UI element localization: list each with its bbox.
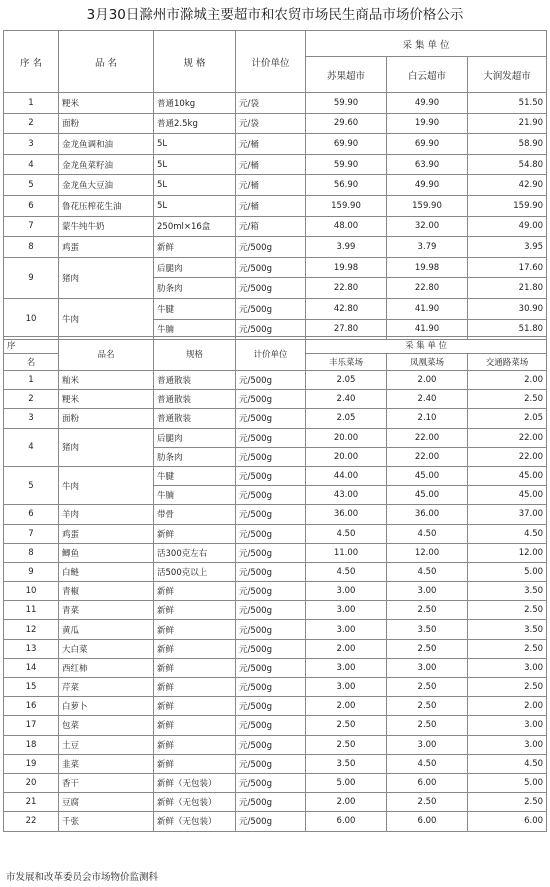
row-price: 2.50 xyxy=(387,601,468,620)
row-price: 37.00 xyxy=(468,505,547,524)
row-price: 3.50 xyxy=(306,754,387,773)
row-price: 3.00 xyxy=(468,716,547,735)
row-unit: 元/500g xyxy=(236,466,306,485)
row-spec: 带骨 xyxy=(154,505,236,524)
row-unit: 元/500g xyxy=(236,319,306,340)
row-price: 2.00 xyxy=(387,371,468,390)
row-price: 22.00 xyxy=(468,447,547,466)
row-price: 54.80 xyxy=(468,154,547,175)
table-row xyxy=(4,639,547,658)
row-price: 3.50 xyxy=(468,620,547,639)
row-price: 21.90 xyxy=(468,113,547,134)
col-header-name: 品名 xyxy=(59,337,154,371)
row-price: 12.00 xyxy=(387,543,468,562)
row-seq: 17 xyxy=(4,716,59,735)
row-product-name: 粳米 xyxy=(59,390,154,409)
row-price: 3.50 xyxy=(387,620,468,639)
row-price: 4.50 xyxy=(306,562,387,581)
row-price: 19.90 xyxy=(387,113,468,134)
row-unit: 元/桶 xyxy=(236,175,306,196)
row-price: 36.00 xyxy=(387,505,468,524)
row-price: 3.00 xyxy=(387,735,468,754)
row-price: 44.00 xyxy=(306,466,387,485)
row-product-name: 鸡蛋 xyxy=(59,237,154,258)
supermarket-price-table xyxy=(3,30,547,340)
table-row xyxy=(4,793,547,812)
row-unit: 元/500g xyxy=(236,486,306,505)
row-spec: 新鲜 xyxy=(154,754,236,773)
footer-source: 市发展和改革委员会市场物价监测科 xyxy=(6,872,159,883)
row-product-name: 白萝卜 xyxy=(59,697,154,716)
row-seq: 18 xyxy=(4,735,59,754)
row-unit: 元/500g xyxy=(236,524,306,543)
row-unit: 元/500g xyxy=(236,601,306,620)
row-unit: 元/桶 xyxy=(236,134,306,155)
row-price: 27.80 xyxy=(306,319,387,340)
table-row xyxy=(4,543,547,562)
row-unit: 元/500g xyxy=(236,582,306,601)
row-unit: 元/500g xyxy=(236,658,306,677)
row-spec: 普通散装 xyxy=(154,371,236,390)
row-price: 4.50 xyxy=(468,524,547,543)
col-header-spec: 规 格 xyxy=(154,31,236,93)
row-price: 4.50 xyxy=(387,754,468,773)
row-price: 6.00 xyxy=(387,773,468,792)
row-spec: 250ml×16盒 xyxy=(154,216,236,237)
table-row xyxy=(4,524,547,543)
table-row xyxy=(4,466,547,485)
row-product-name: 面粉 xyxy=(59,113,154,134)
row-spec: 新鲜 xyxy=(154,237,236,258)
row-seq: 20 xyxy=(4,773,59,792)
row-price: 48.00 xyxy=(306,216,387,237)
row-product-name: 芹菜 xyxy=(59,678,154,697)
table-row xyxy=(4,134,547,155)
row-price: 4.50 xyxy=(387,562,468,581)
row-unit: 元/500g xyxy=(236,678,306,697)
row-unit: 元/500g xyxy=(236,716,306,735)
row-price: 45.00 xyxy=(387,486,468,505)
row-price: 2.00 xyxy=(468,697,547,716)
store-header: 大润发超市 xyxy=(468,57,547,93)
row-seq: 1 xyxy=(4,93,59,114)
row-seq: 6 xyxy=(4,195,59,216)
row-price: 5.00 xyxy=(306,773,387,792)
row-product-name: 土豆 xyxy=(59,735,154,754)
row-price: 6.00 xyxy=(306,812,387,831)
row-unit: 元/箱 xyxy=(236,216,306,237)
row-price: 6.00 xyxy=(387,812,468,831)
row-price: 159.90 xyxy=(468,195,547,216)
row-unit: 元/袋 xyxy=(236,93,306,114)
row-unit: 元/桶 xyxy=(236,154,306,175)
row-spec: 5L xyxy=(154,195,236,216)
row-unit: 元/500g xyxy=(236,793,306,812)
row-product-name: 鸡蛋 xyxy=(59,524,154,543)
row-seq: 14 xyxy=(4,658,59,677)
row-spec: 新鲜 xyxy=(154,582,236,601)
table-row xyxy=(4,428,547,447)
row-price: 2.50 xyxy=(387,678,468,697)
row-price: 2.50 xyxy=(387,697,468,716)
row-product-name: 青菜 xyxy=(59,601,154,620)
row-product-name: 羊肉 xyxy=(59,505,154,524)
row-price: 4.50 xyxy=(306,524,387,543)
row-spec: 新鲜 xyxy=(154,524,236,543)
row-price: 2.00 xyxy=(306,793,387,812)
row-seq: 4 xyxy=(4,428,59,466)
row-spec: 普通10kg xyxy=(154,93,236,114)
row-spec: 后腿肉 xyxy=(154,257,236,278)
row-price: 3.00 xyxy=(306,658,387,677)
table-row xyxy=(4,175,547,196)
row-seq: 9 xyxy=(4,562,59,581)
row-price: 29.60 xyxy=(306,113,387,134)
row-unit: 元/500g xyxy=(236,390,306,409)
row-price: 63.90 xyxy=(387,154,468,175)
row-product-name: 包菜 xyxy=(59,716,154,735)
store-header: 凤凰菜场 xyxy=(387,354,468,371)
row-spec: 牛腱 xyxy=(154,466,236,485)
row-price: 3.00 xyxy=(387,658,468,677)
row-price: 3.00 xyxy=(306,601,387,620)
row-price: 2.50 xyxy=(306,735,387,754)
row-price: 3.00 xyxy=(468,735,547,754)
row-price: 20.00 xyxy=(306,447,387,466)
table-row xyxy=(4,620,547,639)
table-row xyxy=(4,505,547,524)
row-price: 22.00 xyxy=(468,428,547,447)
row-price: 49.90 xyxy=(387,175,468,196)
table-row xyxy=(4,773,547,792)
table-row xyxy=(4,237,547,258)
row-price: 45.00 xyxy=(387,466,468,485)
table-row xyxy=(4,562,547,581)
row-spec: 新鲜（无包装） xyxy=(154,793,236,812)
row-product-name: 西红柿 xyxy=(59,658,154,677)
row-price: 2.50 xyxy=(387,716,468,735)
row-product-name: 韭菜 xyxy=(59,754,154,773)
row-price: 6.00 xyxy=(468,812,547,831)
row-price: 59.90 xyxy=(306,154,387,175)
row-seq: 8 xyxy=(4,543,59,562)
table-row xyxy=(4,582,547,601)
row-unit: 元/500g xyxy=(236,505,306,524)
table-row xyxy=(4,390,547,409)
row-seq: 21 xyxy=(4,793,59,812)
row-unit: 元/500g xyxy=(236,735,306,754)
row-unit: 元/500g xyxy=(236,620,306,639)
row-price: 2.00 xyxy=(306,697,387,716)
table-row xyxy=(4,754,547,773)
row-product-name: 猪肉 xyxy=(59,428,154,466)
row-spec: 新鲜（无包装） xyxy=(154,812,236,831)
row-seq: 15 xyxy=(4,678,59,697)
row-price: 5.00 xyxy=(468,562,547,581)
row-price: 19.98 xyxy=(306,257,387,278)
table-row xyxy=(4,812,547,831)
store-header: 丰乐菜场 xyxy=(306,354,387,371)
row-seq: 16 xyxy=(4,697,59,716)
store-header: 交通路菜场 xyxy=(468,354,547,371)
table-row xyxy=(4,298,547,319)
row-seq: 6 xyxy=(4,505,59,524)
row-price: 21.80 xyxy=(468,278,547,299)
row-price: 30.90 xyxy=(468,298,547,319)
row-price: 2.50 xyxy=(468,390,547,409)
row-price: 2.50 xyxy=(387,793,468,812)
row-product-name: 猪肉 xyxy=(59,257,154,298)
row-product-name: 蒙牛纯牛奶 xyxy=(59,216,154,237)
table-row xyxy=(4,601,547,620)
table-row xyxy=(4,697,547,716)
row-spec: 牛腩 xyxy=(154,319,236,340)
row-price: 58.90 xyxy=(468,134,547,155)
row-price: 3.00 xyxy=(387,582,468,601)
row-unit: 元/500g xyxy=(236,639,306,658)
row-seq: 4 xyxy=(4,154,59,175)
row-spec: 活500克以上 xyxy=(154,562,236,581)
col-header-unit: 计价单位 xyxy=(236,31,306,93)
row-spec: 牛腩 xyxy=(154,486,236,505)
row-product-name: 鲫鱼 xyxy=(59,543,154,562)
row-price: 51.50 xyxy=(468,93,547,114)
row-price: 3.79 xyxy=(387,237,468,258)
row-seq: 2 xyxy=(4,113,59,134)
row-price: 12.00 xyxy=(468,543,547,562)
row-product-name: 白鲢 xyxy=(59,562,154,581)
row-price: 69.90 xyxy=(306,134,387,155)
col-header-seq: 序 名 xyxy=(4,31,59,93)
row-spec: 新鲜 xyxy=(154,697,236,716)
row-product-name: 香干 xyxy=(59,773,154,792)
row-price: 3.99 xyxy=(306,237,387,258)
row-seq: 12 xyxy=(4,620,59,639)
row-unit: 元/500g xyxy=(236,773,306,792)
row-spec: 牛腱 xyxy=(154,298,236,319)
table-row xyxy=(4,113,547,134)
row-unit: 元/500g xyxy=(236,298,306,319)
table-row xyxy=(4,257,547,278)
row-spec: 肋条肉 xyxy=(154,278,236,299)
table-row xyxy=(4,658,547,677)
row-price: 69.90 xyxy=(387,134,468,155)
row-spec: 新鲜 xyxy=(154,620,236,639)
row-spec: 新鲜 xyxy=(154,601,236,620)
row-price: 42.80 xyxy=(306,298,387,319)
col-header-spec: 规格 xyxy=(154,337,236,371)
table-row xyxy=(4,216,547,237)
row-spec: 活300克左右 xyxy=(154,543,236,562)
table-row xyxy=(4,678,547,697)
row-unit: 元/500g xyxy=(236,409,306,428)
row-price: 4.50 xyxy=(387,524,468,543)
row-price: 22.00 xyxy=(387,447,468,466)
col-header-seq-2: 名 xyxy=(4,354,59,371)
store-header: 白云超市 xyxy=(387,57,468,93)
row-seq: 10 xyxy=(4,582,59,601)
row-unit: 元/500g xyxy=(236,237,306,258)
row-product-name: 籼米 xyxy=(59,371,154,390)
row-price: 19.98 xyxy=(387,257,468,278)
row-product-name: 鲁花压榨花生油 xyxy=(59,195,154,216)
table-header-row xyxy=(4,31,547,57)
row-unit: 元/500g xyxy=(236,447,306,466)
row-product-name: 豆腐 xyxy=(59,793,154,812)
row-unit: 元/500g xyxy=(236,257,306,278)
row-spec: 新鲜 xyxy=(154,735,236,754)
row-spec: 新鲜 xyxy=(154,678,236,697)
row-unit: 元/500g xyxy=(236,562,306,581)
table-row xyxy=(4,371,547,390)
row-price: 3.95 xyxy=(468,237,547,258)
row-product-name: 金龙鱼调和油 xyxy=(59,134,154,155)
row-price: 3.00 xyxy=(468,658,547,677)
row-seq: 13 xyxy=(4,639,59,658)
page-title: 3月30日滁州市滁城主要超市和农贸市场民生商品市场价格公示 xyxy=(86,7,464,23)
row-seq: 1 xyxy=(4,371,59,390)
row-product-name: 牛肉 xyxy=(59,466,154,504)
row-product-name: 牛肉 xyxy=(59,298,154,339)
row-seq: 9 xyxy=(4,257,59,298)
row-unit: 元/500g xyxy=(236,697,306,716)
row-spec: 5L xyxy=(154,154,236,175)
row-price: 2.50 xyxy=(468,793,547,812)
row-price: 4.50 xyxy=(468,754,547,773)
row-spec: 后腿肉 xyxy=(154,428,236,447)
row-price: 5.00 xyxy=(468,773,547,792)
row-product-name: 金龙鱼菜籽油 xyxy=(59,154,154,175)
row-product-name: 金龙鱼大豆油 xyxy=(59,175,154,196)
table-row xyxy=(4,409,547,428)
row-price: 159.90 xyxy=(387,195,468,216)
row-price: 2.50 xyxy=(468,678,547,697)
row-price: 41.90 xyxy=(387,298,468,319)
col-header-collection-unit: 采 集 单 位 xyxy=(306,31,547,57)
row-price: 2.10 xyxy=(387,409,468,428)
row-price: 42.90 xyxy=(468,175,547,196)
row-price: 2.50 xyxy=(387,639,468,658)
row-price: 2.05 xyxy=(468,409,547,428)
row-price: 43.00 xyxy=(306,486,387,505)
row-price: 22.00 xyxy=(387,428,468,447)
row-spec: 新鲜 xyxy=(154,716,236,735)
row-spec: 普通2.5kg xyxy=(154,113,236,134)
row-spec: 新鲜 xyxy=(154,658,236,677)
table-row xyxy=(4,195,547,216)
table-row xyxy=(4,716,547,735)
row-price: 2.50 xyxy=(468,639,547,658)
row-unit: 元/500g xyxy=(236,543,306,562)
farmers-market-price-table xyxy=(3,336,547,832)
row-price: 159.90 xyxy=(306,195,387,216)
row-unit: 元/500g xyxy=(236,812,306,831)
row-price: 20.00 xyxy=(306,428,387,447)
row-spec: 普通散装 xyxy=(154,409,236,428)
row-price: 22.80 xyxy=(306,278,387,299)
row-unit: 元/500g xyxy=(236,428,306,447)
row-price: 17.60 xyxy=(468,257,547,278)
row-price: 2.40 xyxy=(387,390,468,409)
table-header-row xyxy=(4,337,547,354)
row-seq: 8 xyxy=(4,237,59,258)
row-spec: 肋条肉 xyxy=(154,447,236,466)
row-price: 3.50 xyxy=(468,582,547,601)
row-spec: 新鲜（无包装） xyxy=(154,773,236,792)
row-spec: 5L xyxy=(154,175,236,196)
row-spec: 5L xyxy=(154,134,236,155)
row-price: 45.00 xyxy=(468,466,547,485)
row-product-name: 粳米 xyxy=(59,93,154,114)
row-seq: 22 xyxy=(4,812,59,831)
row-unit: 元/桶 xyxy=(236,195,306,216)
row-seq: 3 xyxy=(4,409,59,428)
row-product-name: 面粉 xyxy=(59,409,154,428)
row-price: 3.00 xyxy=(306,582,387,601)
row-price: 45.00 xyxy=(468,486,547,505)
table-row xyxy=(4,154,547,175)
row-price: 56.90 xyxy=(306,175,387,196)
row-price: 2.50 xyxy=(306,716,387,735)
row-price: 2.40 xyxy=(306,390,387,409)
row-price: 11.00 xyxy=(306,543,387,562)
row-seq: 11 xyxy=(4,601,59,620)
row-price: 3.00 xyxy=(306,678,387,697)
store-header: 苏果超市 xyxy=(306,57,387,93)
row-price: 59.90 xyxy=(306,93,387,114)
row-seq: 5 xyxy=(4,175,59,196)
row-product-name: 千张 xyxy=(59,812,154,831)
row-price: 2.50 xyxy=(468,601,547,620)
row-seq: 10 xyxy=(4,298,59,339)
row-price: 2.05 xyxy=(306,409,387,428)
table-row xyxy=(4,93,547,114)
row-price: 22.80 xyxy=(387,278,468,299)
row-unit: 元/袋 xyxy=(236,113,306,134)
row-unit: 元/500g xyxy=(236,371,306,390)
row-price: 51.80 xyxy=(468,319,547,340)
row-seq: 3 xyxy=(4,134,59,155)
col-header-unit: 计价单位 xyxy=(236,337,306,371)
row-spec: 普通散装 xyxy=(154,390,236,409)
row-price: 36.00 xyxy=(306,505,387,524)
row-unit: 元/500g xyxy=(236,754,306,773)
row-price: 2.05 xyxy=(306,371,387,390)
row-spec: 新鲜 xyxy=(154,639,236,658)
col-header-collection-unit: 采 集 单 位 xyxy=(306,337,547,354)
row-product-name: 青椒 xyxy=(59,582,154,601)
row-product-name: 大白菜 xyxy=(59,639,154,658)
table-row xyxy=(4,735,547,754)
row-product-name: 黄瓜 xyxy=(59,620,154,639)
col-header-seq: 序 xyxy=(4,337,59,354)
col-header-name: 品 名 xyxy=(59,31,154,93)
row-price: 2.00 xyxy=(306,639,387,658)
row-price: 49.00 xyxy=(468,216,547,237)
row-seq: 19 xyxy=(4,754,59,773)
row-price: 49.90 xyxy=(387,93,468,114)
row-unit: 元/500g xyxy=(236,278,306,299)
row-seq: 7 xyxy=(4,524,59,543)
row-price: 3.00 xyxy=(306,620,387,639)
row-seq: 5 xyxy=(4,466,59,504)
row-seq: 7 xyxy=(4,216,59,237)
row-price: 32.00 xyxy=(387,216,468,237)
row-price: 41.90 xyxy=(387,319,468,340)
row-price: 2.00 xyxy=(468,371,547,390)
row-seq: 2 xyxy=(4,390,59,409)
